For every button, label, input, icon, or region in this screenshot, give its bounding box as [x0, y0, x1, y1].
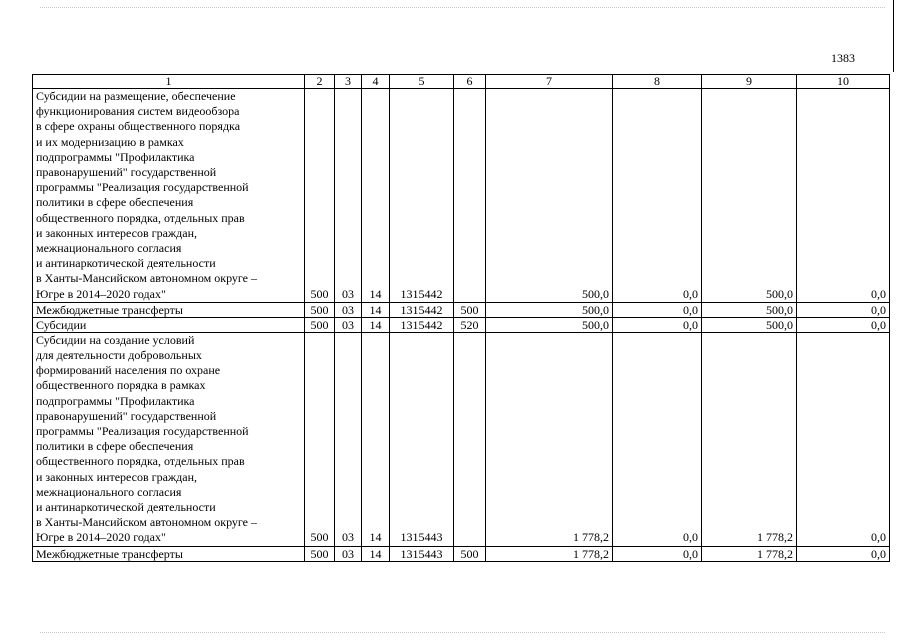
code-expense-type: 500: [454, 546, 486, 561]
scan-noise-bottom: [40, 632, 885, 634]
amount-col9: 1 778,2: [702, 332, 797, 546]
table-row: [33, 302, 890, 317]
amount-col10: 0,0: [797, 302, 890, 317]
code-expense-type: 500: [454, 302, 486, 317]
amount-col9: 1 778,2: [702, 546, 797, 561]
code-expense-type: [454, 332, 486, 546]
table-row: [33, 317, 890, 332]
code-section: 03: [335, 317, 362, 332]
code-target-item: 1315442: [390, 317, 454, 332]
code-target-item: 1315442: [390, 89, 454, 303]
table-row: [33, 89, 890, 303]
amount-col7: 500,0: [486, 317, 613, 332]
code-expense-type: [454, 89, 486, 303]
scan-noise-top: [40, 7, 885, 9]
table-header-row: [33, 75, 890, 89]
budget-table: [32, 74, 890, 562]
amount-col9: 500,0: [702, 89, 797, 303]
header-cell: 3: [335, 75, 362, 89]
code-subsection: 14: [362, 302, 390, 317]
row-description: Субсидии: [33, 317, 305, 332]
amount-col10: 0,0: [797, 332, 890, 546]
code-subsection: 14: [362, 546, 390, 561]
code-target-item: 1315442: [390, 302, 454, 317]
code-target-item: 1315443: [390, 332, 454, 546]
amount-col7: 500,0: [486, 89, 613, 303]
code-section: 03: [335, 332, 362, 546]
code-ministry: 500: [305, 332, 335, 546]
header-cell: 8: [613, 75, 702, 89]
amount-col8: 0,0: [613, 89, 702, 303]
code-target-item: 1315443: [390, 546, 454, 561]
header-cell: 2: [305, 75, 335, 89]
page-number: 1383: [831, 51, 855, 65]
header-cell: 5: [390, 75, 454, 89]
amount-col9: 500,0: [702, 317, 797, 332]
header-cell: 6: [454, 75, 486, 89]
code-expense-type: 520: [454, 317, 486, 332]
code-subsection: 14: [362, 332, 390, 546]
header-cell: 9: [702, 75, 797, 89]
header-cell: 10: [797, 75, 890, 89]
table-row: [33, 546, 890, 561]
code-section: 03: [335, 546, 362, 561]
row-description: Межбюджетные трансферты: [33, 546, 305, 561]
code-section: 03: [335, 89, 362, 303]
amount-col7: 1 778,2: [486, 332, 613, 546]
amount-col8: 0,0: [613, 546, 702, 561]
code-ministry: 500: [305, 546, 335, 561]
code-subsection: 14: [362, 89, 390, 303]
amount-col10: 0,0: [797, 546, 890, 561]
header-cell: 7: [486, 75, 613, 89]
amount-col7: 500,0: [486, 302, 613, 317]
amount-col8: 0,0: [613, 302, 702, 317]
code-ministry: 500: [305, 317, 335, 332]
code-ministry: 500: [305, 89, 335, 303]
amount-col10: 0,0: [797, 317, 890, 332]
amount-col8: 0,0: [613, 317, 702, 332]
code-ministry: 500: [305, 302, 335, 317]
header-cell: 4: [362, 75, 390, 89]
code-section: 03: [335, 302, 362, 317]
row-description: Субсидии на создание условий для деятельности добровольных формирований населения по охране общественного порядка в рамках подпрограммы "Профилактика правонарушений" государственной программы "Реализация государственной политики в сфере обеспечения общественного порядка, отдельных прав и законных интересов граждан, межнационального согласия и антинаркотической деятельности в Ханты-Мансийском автономном округе – Югре в 2014–2020 годах": [33, 332, 305, 546]
amount-col10: 0,0: [797, 89, 890, 303]
row-description: Субсидии на размещение, обеспечение функционирования систем видеообзора в сфере охраны общественного порядка и их модернизацию в рамках подпрограммы "Профилактика правонарушений" государственной программы "Реализация государственной политики в сфере обеспечения общественного порядка, отдельных прав и законных интересов граждан, межнационального согласия и антинаркотической деятельности в Ханты-Мансийском автономном округе – Югре в 2014–2020 годах": [33, 89, 305, 303]
page-edge-rule: [893, 0, 894, 72]
code-subsection: 14: [362, 317, 390, 332]
row-description: Межбюджетные трансферты: [33, 302, 305, 317]
header-cell: 1: [33, 75, 305, 89]
amount-col8: 0,0: [613, 332, 702, 546]
amount-col9: 500,0: [702, 302, 797, 317]
amount-col7: 1 778,2: [486, 546, 613, 561]
table-row: [33, 332, 890, 546]
